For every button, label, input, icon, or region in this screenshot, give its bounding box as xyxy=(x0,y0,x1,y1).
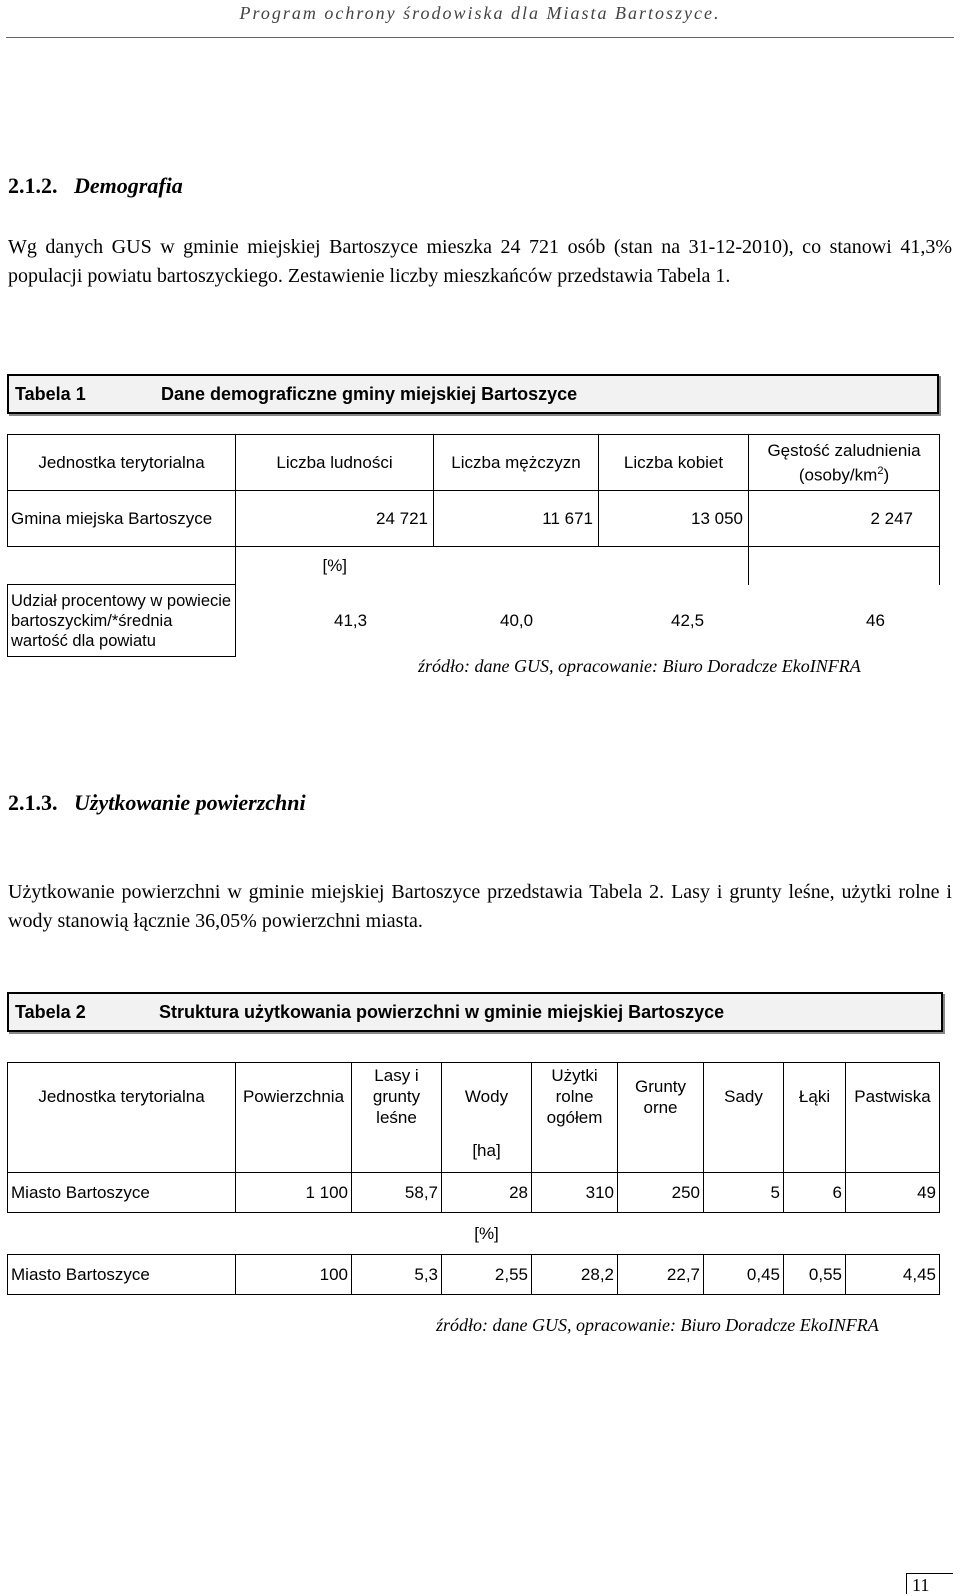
header-line: (osoby/km xyxy=(798,465,878,485)
header-cell: Wody xyxy=(442,1063,532,1131)
page-number: 11 xyxy=(912,1575,930,1595)
header-cell-density xyxy=(749,435,940,491)
header-cell: Jednostka terytorialna xyxy=(8,1063,236,1131)
unit-label: [%] xyxy=(236,547,434,585)
header-line: ) xyxy=(883,465,890,485)
table2 xyxy=(7,1062,940,1295)
cell-value: 4,45 xyxy=(846,1255,940,1295)
table2-source: źródło: dane GUS, opracowanie: Biuro Doradcze EkoINFRA xyxy=(436,1315,879,1335)
table1-source: źródło: dane GUS, opracowanie: Biuro Doradcze EkoINFRA xyxy=(418,656,861,676)
cell-value: 5 xyxy=(704,1173,784,1213)
header-line: Grunty xyxy=(634,1076,687,1096)
cell-value: 1 100 xyxy=(236,1173,352,1213)
header-cell-forests xyxy=(352,1063,442,1131)
table-title: Struktura użytkowania powierzchni w gminie miejskiej Bartoszyce xyxy=(159,1002,725,1022)
section-title: Użytkowanie powierzchni xyxy=(74,790,306,815)
cell-value: 100 xyxy=(236,1255,352,1295)
cell-value: 250 xyxy=(618,1173,704,1213)
row-label: Miasto Bartoszyce xyxy=(8,1173,236,1213)
row-label: Miasto Bartoszyce xyxy=(8,1255,236,1295)
cell-value: 0,55 xyxy=(784,1255,846,1295)
header-cell-arable xyxy=(618,1063,704,1131)
header-cell: Liczba mężczyzn xyxy=(434,435,599,491)
cell-value: 41,3 xyxy=(334,610,368,630)
table-unit-row xyxy=(8,1131,940,1173)
cell-value: 28 xyxy=(442,1173,532,1213)
cell-value: 22,7 xyxy=(618,1255,704,1295)
table-header-row xyxy=(8,1063,940,1131)
header-cell: Liczba kobiet xyxy=(599,435,749,491)
row-label: Gmina miejska Bartoszyce xyxy=(8,491,236,547)
header-cell: Pastwiska xyxy=(846,1063,940,1131)
section-heading-uzytkowanie xyxy=(8,790,306,816)
header-cell-agricultural xyxy=(532,1063,618,1131)
table-row xyxy=(8,1173,940,1213)
table-title: Dane demograficzne gminy miejskiej Bartoszyce xyxy=(161,384,578,404)
header-cell: Liczba ludności xyxy=(236,435,434,491)
header-cell: Sady xyxy=(704,1063,784,1131)
cell-value: 2,55 xyxy=(442,1255,532,1295)
cell-value: 40,0 xyxy=(500,610,534,630)
cell-value: 58,7 xyxy=(352,1173,442,1213)
section-paragraph: Użytkowanie powierzchni w gminie miejskiej Bartoszyce przedstawia Tabela 2. Lasy i grunty leśne, użytki rolne i wody stanowią łącznie 36,05% powierzchni miasta. xyxy=(8,881,952,932)
cell-value: 24 721 xyxy=(236,491,434,547)
superscript: 2 xyxy=(877,464,884,477)
running-header: Program ochrony środowiska dla Miasta Bartoszyce. xyxy=(239,3,721,23)
table-label: Tabela 1 xyxy=(15,384,86,404)
table-unit-row xyxy=(8,547,940,585)
header-cell: Powierzchnia xyxy=(236,1063,352,1131)
unit-label: [%] xyxy=(442,1213,532,1255)
table-label: Tabela 2 xyxy=(15,1002,86,1022)
header-line: Lasy i xyxy=(374,1066,419,1086)
header-line: Gęstość zaludnienia xyxy=(767,440,921,460)
cell-value: 49 xyxy=(846,1173,940,1213)
table2-title-bar xyxy=(7,992,943,1032)
cell-value: 46 xyxy=(866,610,885,630)
section-paragraph: Wg danych GUS w gminie miejskiej Bartoszyce mieszka 24 721 osób (stan na 31-12-2010), co stanowi 41,3% populacji powiatu bartoszyckiego. Zestawienie liczby mieszkańców przedstawia Tabela 1. xyxy=(8,236,952,287)
header-rule xyxy=(6,37,954,38)
section-heading-demografia xyxy=(8,173,183,199)
table-row xyxy=(8,585,940,657)
header-line: grunty xyxy=(372,1087,421,1107)
header-line: orne xyxy=(643,1097,678,1117)
table-unit-row xyxy=(8,1213,940,1255)
cell-value: 13 050 xyxy=(599,491,749,547)
cell-value: 6 xyxy=(784,1173,846,1213)
row-label-line: bartoszyckim/*średnia xyxy=(11,611,173,630)
cell-value: 42,5 xyxy=(671,610,705,630)
row-label-line: Udział procentowy w powiecie xyxy=(11,591,232,610)
cell-value: 28,2 xyxy=(532,1255,618,1295)
section-number: 2.1.3. xyxy=(8,790,58,815)
header-line: Użytki xyxy=(551,1066,598,1086)
row-label-line: wartość dla powiatu xyxy=(11,631,156,650)
row-label-share xyxy=(8,585,236,657)
header-line: ogółem xyxy=(546,1108,603,1128)
header-line: rolne xyxy=(555,1087,594,1107)
table1-title-bar xyxy=(7,374,939,414)
section-title: Demografia xyxy=(74,173,183,198)
table1 xyxy=(7,434,940,657)
table-header-row xyxy=(8,435,940,491)
cell-value: 2 247 xyxy=(749,491,940,547)
cell-value: 5,3 xyxy=(352,1255,442,1295)
cell-value: 11 671 xyxy=(434,491,599,547)
section-number: 2.1.2. xyxy=(8,173,58,198)
header-cell: Łąki xyxy=(784,1063,846,1131)
cell-value: 0,45 xyxy=(704,1255,784,1295)
table-row xyxy=(8,1255,940,1295)
header-line: leśne xyxy=(376,1108,417,1128)
unit-label: [ha] xyxy=(442,1131,532,1173)
cell-value: 310 xyxy=(532,1173,618,1213)
header-cell: Jednostka terytorialna xyxy=(8,435,236,491)
table-row xyxy=(8,491,940,547)
